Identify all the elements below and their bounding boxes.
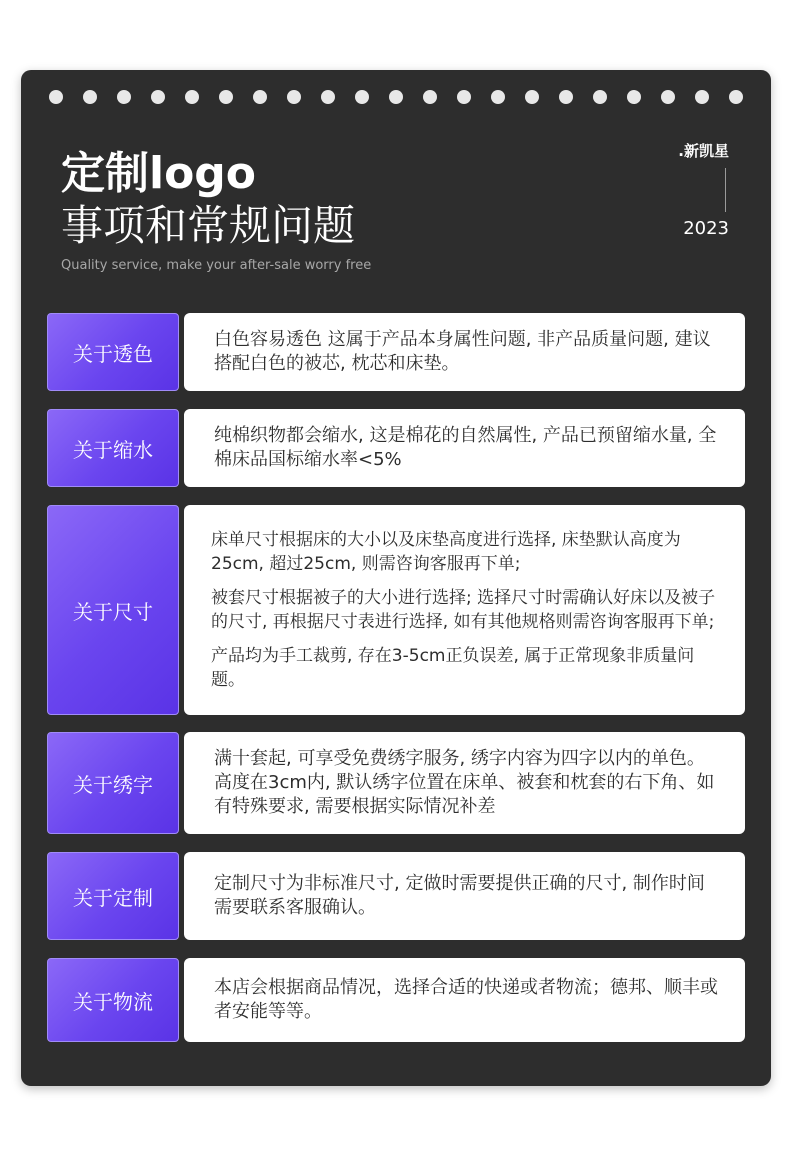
binder-hole bbox=[321, 90, 335, 104]
binder-hole bbox=[661, 90, 675, 104]
faq-label: 关于透色 bbox=[47, 313, 179, 391]
faq-answer-text: 白色容易透色 这属于产品本身属性问题, 非产品质量问题, 建议搭配白色的被芯, 枕芯和床垫。 bbox=[214, 329, 711, 374]
faq-answer-text: 纯棉织物都会缩水, 这是棉花的自然属性, 产品已预留缩水量, 全棉床品国标缩水率<5% bbox=[214, 425, 717, 470]
faq-answer bbox=[184, 313, 745, 391]
binder-hole bbox=[525, 90, 539, 104]
binder-hole bbox=[593, 90, 607, 104]
faq-answer-text: 本店会根据商品情况，选择合适的快递或者物流；德邦、顺丰或者安能等等。 bbox=[214, 977, 718, 1022]
faq-label: 关于尺寸 bbox=[47, 505, 179, 715]
year-label: 2023 bbox=[683, 218, 729, 239]
faq-item bbox=[47, 732, 745, 834]
binder-hole bbox=[627, 90, 641, 104]
binder-hole bbox=[287, 90, 301, 104]
faq-card bbox=[21, 70, 771, 1086]
faq-label: 关于缩水 bbox=[47, 409, 179, 487]
binder-hole bbox=[491, 90, 505, 104]
faq-label: 关于绣字 bbox=[47, 732, 179, 834]
divider bbox=[725, 168, 726, 212]
brand-name: .新凯星 bbox=[678, 142, 729, 160]
faq-item bbox=[47, 313, 745, 391]
faq-answer bbox=[184, 732, 745, 834]
faq-item bbox=[47, 505, 745, 715]
faq-answer bbox=[184, 852, 745, 940]
binder-holes bbox=[49, 90, 743, 104]
faq-item bbox=[47, 852, 745, 940]
binder-hole bbox=[219, 90, 233, 104]
faq-answer bbox=[184, 409, 745, 487]
binder-hole bbox=[423, 90, 437, 104]
page-title-line2: 事项和常规问题 bbox=[61, 201, 356, 250]
page-title: 定制logo bbox=[61, 148, 257, 199]
binder-hole bbox=[83, 90, 97, 104]
binder-hole bbox=[49, 90, 63, 104]
binder-hole bbox=[695, 90, 709, 104]
binder-hole bbox=[457, 90, 471, 104]
binder-hole bbox=[355, 90, 369, 104]
faq-answer bbox=[184, 505, 745, 715]
faq-answer bbox=[184, 958, 745, 1042]
binder-hole bbox=[253, 90, 267, 104]
page-subtitle: Quality service, make your after-sale worry free bbox=[61, 258, 372, 273]
faq-answer-text: 被套尺寸根据被子的大小进行选择; 选择尺寸时需确认好床以及被子的尺寸, 再根据尺寸表进行选择, 如有其他规格则需咨询客服再下单; bbox=[211, 588, 716, 632]
binder-hole bbox=[559, 90, 573, 104]
binder-hole bbox=[389, 90, 403, 104]
faq-label: 关于物流 bbox=[47, 958, 179, 1042]
binder-hole bbox=[185, 90, 199, 104]
faq-answer-text: 床单尺寸根据床的大小以及床垫高度进行选择, 床垫默认高度为25cm, 超过25cm, 则需咨询客服再下单; bbox=[211, 530, 681, 574]
faq-answer-text: 满十套起, 可享受免费绣字服务, 绣字内容为四字以内的单色。高度在3cm内, 默认绣字位置在床单、被套和枕套的右下角、如有特殊要求, 需要根据实际情况补差 bbox=[214, 748, 715, 817]
binder-hole bbox=[729, 90, 743, 104]
faq-item bbox=[47, 958, 745, 1042]
faq-answer-text: 定制尺寸为非标准尺寸, 定做时需要提供正确的尺寸, 制作时间需要联系客服确认。 bbox=[214, 873, 705, 918]
faq-answer-text: 产品均为手工裁剪, 存在3-5cm正负误差, 属于正常现象非质量问题。 bbox=[211, 646, 695, 690]
faq-label: 关于定制 bbox=[47, 852, 179, 940]
binder-hole bbox=[151, 90, 165, 104]
binder-hole bbox=[117, 90, 131, 104]
faq-item bbox=[47, 409, 745, 487]
